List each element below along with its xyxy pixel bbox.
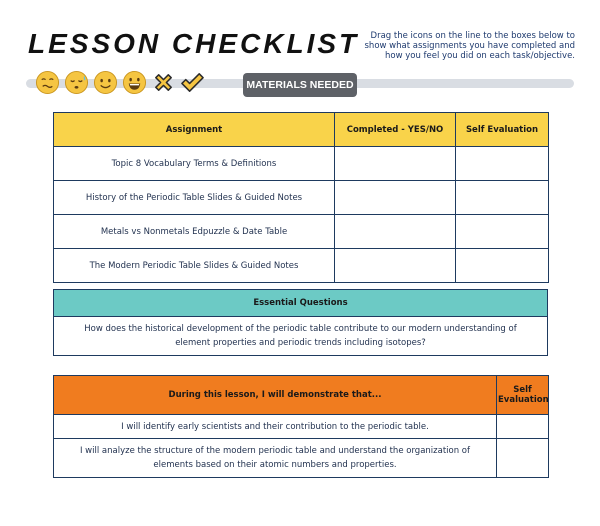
- completed-cell[interactable]: [335, 147, 456, 181]
- assignment-name: The Modern Periodic Table Slides & Guided Notes: [54, 249, 335, 283]
- table-row: [54, 415, 549, 439]
- table-row: [54, 181, 549, 215]
- table-row: [54, 249, 549, 283]
- assignment-name: History of the Periodic Table Slides & Guided Notes: [54, 181, 335, 215]
- table-row: [54, 317, 548, 356]
- table-header-row: [54, 113, 549, 147]
- self-evaluation-cell[interactable]: [456, 215, 549, 249]
- nervous-face-icon[interactable]: [35, 70, 60, 95]
- self-evaluation-cell[interactable]: [456, 249, 549, 283]
- assignment-column-header: Assignment: [54, 113, 335, 147]
- self-evaluation-cell[interactable]: [456, 147, 549, 181]
- grinning-face-icon[interactable]: [122, 70, 147, 95]
- checkmark-icon[interactable]: [180, 70, 205, 95]
- essential-questions-header: Essential Questions: [54, 290, 548, 317]
- table-row: [54, 147, 549, 181]
- table-header-row: [54, 376, 549, 415]
- draggable-icons: [35, 70, 205, 96]
- table-row: [54, 439, 549, 478]
- self-evaluation-column-header: Self Evaluation: [456, 113, 549, 147]
- smiling-face-icon[interactable]: [93, 70, 118, 95]
- self-evaluation-cell[interactable]: [456, 181, 549, 215]
- objective-evaluation-header: Self Evaluation: [497, 376, 549, 415]
- objective-evaluation-cell[interactable]: [497, 415, 549, 439]
- objective-text: I will analyze the structure of the modern periodic table and understand the organization of elements based on their atomic numbers and properties.: [54, 439, 497, 478]
- objectives-header: During this lesson, I will demonstrate that...: [54, 376, 497, 415]
- objective-text: I will identify early scientists and their contribution to the periodic table.: [54, 415, 497, 439]
- x-mark-icon[interactable]: [151, 70, 176, 95]
- table-header-row: [54, 290, 548, 317]
- essential-question-text: How does the historical development of the periodic table contribute to our modern understanding of element properties and periodic trends including isotopes?: [54, 317, 548, 356]
- sleepy-face-icon[interactable]: [64, 70, 89, 95]
- completed-cell[interactable]: [335, 181, 456, 215]
- objective-evaluation-cell[interactable]: [497, 439, 549, 478]
- assignment-name: Topic 8 Vocabulary Terms & Definitions: [54, 147, 335, 181]
- objectives-table: [53, 375, 549, 478]
- completed-cell[interactable]: [335, 249, 456, 283]
- assignment-name: Metals vs Nonmetals Edpuzzle & Date Table: [54, 215, 335, 249]
- completed-cell[interactable]: [335, 215, 456, 249]
- completed-column-header: Completed - YES/NO: [335, 113, 456, 147]
- page-title: LESSON CHECKLIST: [28, 28, 360, 59]
- materials-needed-button[interactable]: MATERIALS NEEDED: [243, 73, 357, 97]
- essential-questions-table: [53, 289, 548, 356]
- instructions-text: Drag the icons on the line to the boxes below to show what assignments you have completed and how you feel you did on each task/objective.: [364, 31, 575, 61]
- assignment-table: [53, 112, 549, 283]
- table-row: [54, 215, 549, 249]
